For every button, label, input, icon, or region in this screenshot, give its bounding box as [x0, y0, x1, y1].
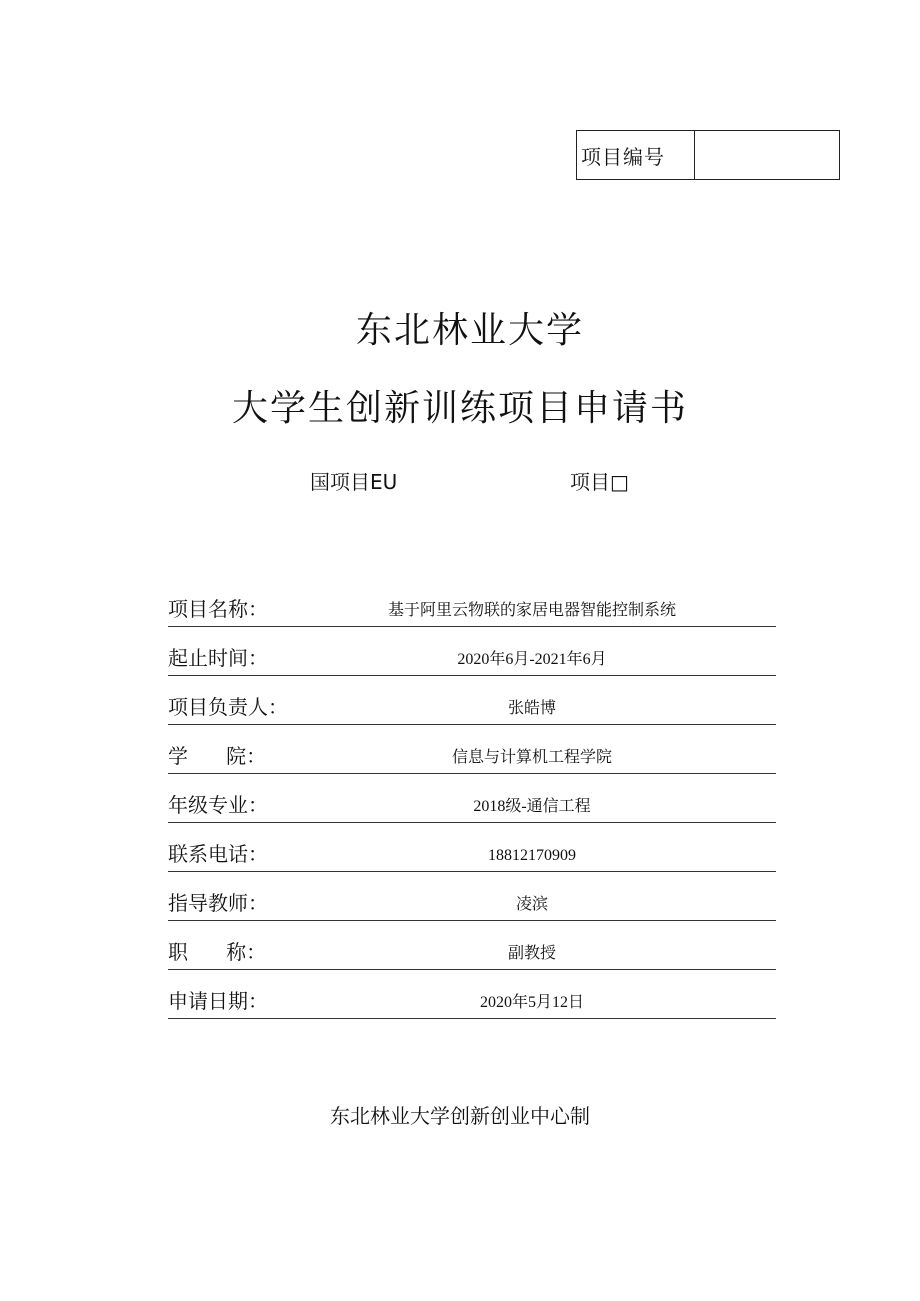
provincial-project-option[interactable]: 项目□	[570, 470, 629, 494]
form-row-apply-date	[168, 970, 776, 1019]
form-row-title	[168, 921, 776, 970]
form-label: 学 院：	[168, 744, 267, 768]
project-number-value[interactable]	[695, 131, 839, 179]
form-label: 职 称：	[168, 940, 267, 964]
form-label: 项目名称：	[168, 597, 268, 621]
project-number-label: 项目编号	[577, 131, 695, 179]
form-row-period	[168, 627, 776, 676]
footer-issuer: 东北林业大学创新创业中心制	[330, 1104, 590, 1128]
form-row-leader	[168, 676, 776, 725]
form-value[interactable]: 2020年5月12日	[479, 994, 584, 1011]
form-row-phone	[168, 823, 776, 872]
project-number-box	[576, 130, 840, 180]
form-row-grade-major	[168, 774, 776, 823]
form-label: 指导教师：	[168, 891, 268, 915]
form-value[interactable]: 信息与计算机工程学院	[451, 749, 612, 766]
form-value[interactable]: 副教授	[507, 945, 556, 962]
form-value[interactable]: 张皓博	[507, 700, 556, 717]
form-label: 起止时间：	[168, 646, 268, 670]
form-value[interactable]: 2018级-通信工程	[473, 798, 591, 815]
form-label: 联系电话：	[168, 842, 268, 866]
form-value[interactable]: 18812170909	[488, 847, 576, 864]
form-label: 年级专业：	[168, 793, 268, 817]
form-label: 申请日期：	[168, 989, 268, 1013]
form-row-advisor	[168, 872, 776, 921]
form-row-project-name	[168, 578, 776, 627]
form-value[interactable]: 凌滨	[515, 896, 548, 913]
national-project-option[interactable]: 国项目EU	[310, 470, 398, 494]
document-title: 大学生创新训练项目申请书	[231, 388, 688, 429]
form-row-college	[168, 725, 776, 774]
application-form	[168, 578, 776, 1019]
form-value[interactable]: 基于阿里云物联的家居电器智能控制系统	[387, 602, 676, 619]
university-title: 东北林业大学	[355, 310, 584, 351]
form-label: 项目负责人：	[168, 695, 288, 719]
form-value[interactable]: 2020年6月-2021年6月	[457, 651, 607, 668]
